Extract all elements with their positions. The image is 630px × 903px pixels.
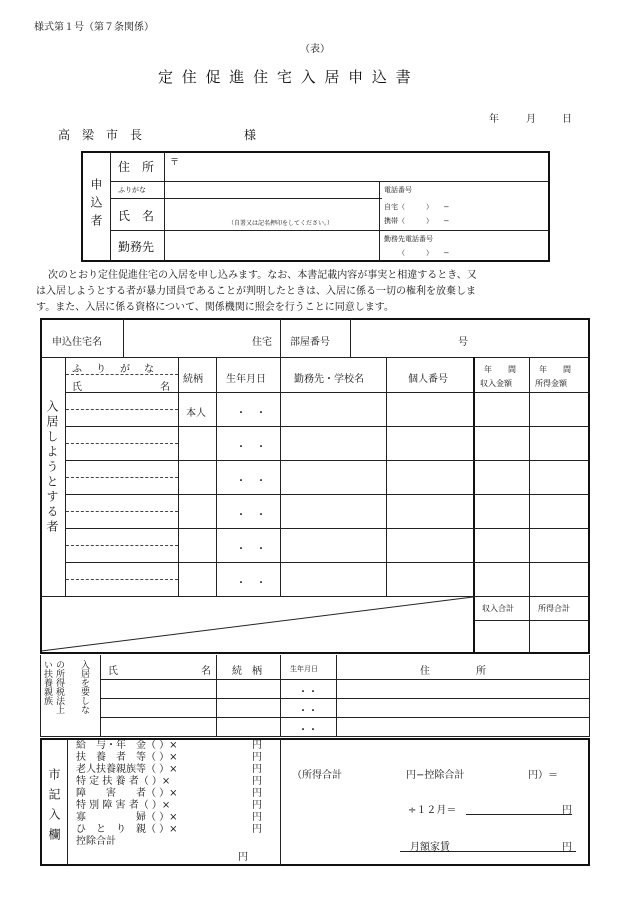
- work-field[interactable]: [166, 232, 376, 259]
- dep-birth-1[interactable]: ・・: [298, 687, 318, 698]
- deduction-5-label: 特 別 障 害 者（ ）×: [76, 800, 171, 811]
- statement-line-1: 次のとおり定住促進住宅の入居を申し込みます。なお、本書記載内容が事実と相違するとき、又: [48, 270, 477, 281]
- statement-line-3: す。また、入居に係る資格について、関係機関に照会を行うことに同意します。: [36, 302, 394, 313]
- deduction-5-unit: 円: [252, 800, 262, 811]
- furigana-label: ふりがな: [118, 186, 146, 194]
- statement-line-2: は入居しようとする者が暴力団員であることが判明したときは、入居に係る一切の権利を放棄しま: [36, 286, 476, 297]
- annual-income-header-1: 年 間: [484, 365, 516, 374]
- home-phone-field[interactable]: 自宅（ ） −: [384, 203, 450, 211]
- applicant-group-label: 申込者: [89, 178, 103, 232]
- relation-header: 続柄: [183, 374, 203, 385]
- city-group-label: 市記入欄: [47, 768, 61, 848]
- address-label: 住 所: [118, 160, 155, 174]
- house-label: 申込住宅名: [52, 337, 102, 348]
- dep-birth-2[interactable]: ・・: [298, 706, 318, 717]
- annual-income-header-2: 収入金額: [480, 379, 512, 388]
- calc-close: 円）＝: [528, 770, 558, 781]
- resident-birth-5[interactable]: ・ ・: [236, 544, 266, 555]
- date-year: 年: [489, 114, 499, 125]
- house-suffix: 住宅: [252, 337, 272, 348]
- date-day: 日: [562, 114, 572, 125]
- house-name-field[interactable]: [126, 322, 246, 354]
- resident-birth-4[interactable]: ・ ・: [236, 510, 266, 521]
- date-month: 月: [526, 114, 536, 125]
- page-title: 定 住 促 進 住 宅 入 居 申 込 書: [158, 68, 413, 86]
- name-header-1: 氏: [72, 382, 82, 393]
- id-number-header: 個人番号: [408, 374, 448, 385]
- postal-mark: 〒: [170, 158, 180, 168]
- resident-birth-3[interactable]: ・ ・: [236, 476, 266, 487]
- dep-relation-header: 続 柄: [232, 666, 262, 677]
- room-label: 部屋番号: [290, 337, 330, 348]
- deduction-7-unit: 円: [252, 824, 262, 835]
- addressee: 高 梁 市 長: [58, 128, 143, 142]
- work-label: 勤務先: [118, 240, 155, 254]
- sign-note: （自署又は記名押印をしてください。）: [228, 220, 334, 227]
- income-total-label: 収入合計: [482, 604, 514, 613]
- form-side: （表）: [300, 44, 330, 55]
- diagonal-line: [41, 597, 473, 653]
- dep-birth-3[interactable]: ・・: [298, 725, 318, 736]
- dependents-label-b: の所得税法上: [54, 660, 64, 714]
- earnings-total-field[interactable]: [532, 622, 587, 651]
- dep-address-header-1: 住: [420, 666, 430, 677]
- deduction-2-label: 老人扶養親族等（ ）×: [76, 764, 178, 775]
- furigana-header: ふ り が な: [72, 364, 156, 375]
- self-relation: 本人: [186, 408, 206, 419]
- calc-divide: ÷１２月＝: [408, 805, 457, 816]
- earnings-total-label: 所得合計: [538, 604, 570, 613]
- deduction-3-label: 特 定 扶 養 者（ ）×: [76, 776, 171, 787]
- work-school-header: 勤務先・学校名: [294, 374, 364, 385]
- income-total-field[interactable]: [476, 622, 527, 651]
- calc-minus: 円−控除合計: [406, 770, 465, 781]
- work-phone-field[interactable]: （ ） −: [398, 249, 450, 257]
- birth-header: 生年月日: [226, 374, 266, 385]
- deduction-1-label: 扶 養 者 等（ ）×: [76, 752, 178, 763]
- annual-earnings-header-1: 年 間: [539, 365, 571, 374]
- rent-label: 月額家賃: [410, 842, 450, 853]
- name-header-2: 名: [160, 382, 170, 393]
- annual-earnings-header-2: 所得金額: [535, 379, 567, 388]
- mobile-phone-field[interactable]: 携帯（ ） −: [384, 217, 450, 225]
- resident-birth-1[interactable]: ・ ・: [236, 408, 266, 419]
- address-field[interactable]: [170, 166, 545, 180]
- dep-birth-header: 生年月日: [290, 665, 318, 673]
- deduction-7-label: ひ と り 親（ ）×: [76, 824, 178, 835]
- resident-birth-6[interactable]: ・ ・: [236, 578, 266, 589]
- dependents-label-c: 入居を要しな: [79, 660, 89, 714]
- dependents-label-a: い扶養親族: [42, 660, 52, 705]
- form-number: 様式第１号（第７条関係）: [34, 22, 154, 33]
- residents-group-label: 入居しようとする者: [45, 400, 59, 535]
- furigana-field[interactable]: [166, 183, 376, 197]
- deduction-2-unit: 円: [252, 764, 262, 775]
- phone-label: 電話番号: [384, 186, 412, 194]
- rent-yen: 円: [562, 842, 572, 853]
- deduction-units: [252, 740, 262, 836]
- deduction-4-label: 障 害 者（ ）×: [76, 788, 178, 799]
- name-field[interactable]: [166, 200, 376, 216]
- deduction-0-unit: 円: [252, 740, 262, 751]
- work-phone-label: 勤務先電話番号: [384, 235, 433, 243]
- dep-name-header-2: 名: [201, 666, 211, 677]
- dep-address-header-2: 所: [476, 666, 486, 677]
- deduction-3-unit: 円: [252, 776, 262, 787]
- deduction-total-unit: 円: [238, 852, 248, 863]
- deduction-4-unit: 円: [252, 788, 262, 799]
- dep-name-header-1: 氏: [108, 666, 118, 677]
- honorific: 様: [244, 128, 257, 142]
- calc-yen: 円: [562, 805, 572, 816]
- name-label: 氏 名: [118, 209, 155, 223]
- deduction-labels: [76, 740, 178, 848]
- resident-birth-2[interactable]: ・ ・: [236, 442, 266, 453]
- deduction-6-unit: 円: [252, 812, 262, 823]
- deduction-0-label: 給 与・年 金（ ）×: [76, 740, 178, 751]
- calc-open: （所得合計: [292, 770, 342, 781]
- room-suffix: 号: [458, 337, 468, 348]
- deduction-1-unit: 円: [252, 752, 262, 763]
- deduction-6-label: 寡 婦（ ）×: [76, 812, 178, 823]
- deduction-total-label: 控除合計: [76, 836, 116, 847]
- room-number-field[interactable]: [354, 322, 454, 354]
